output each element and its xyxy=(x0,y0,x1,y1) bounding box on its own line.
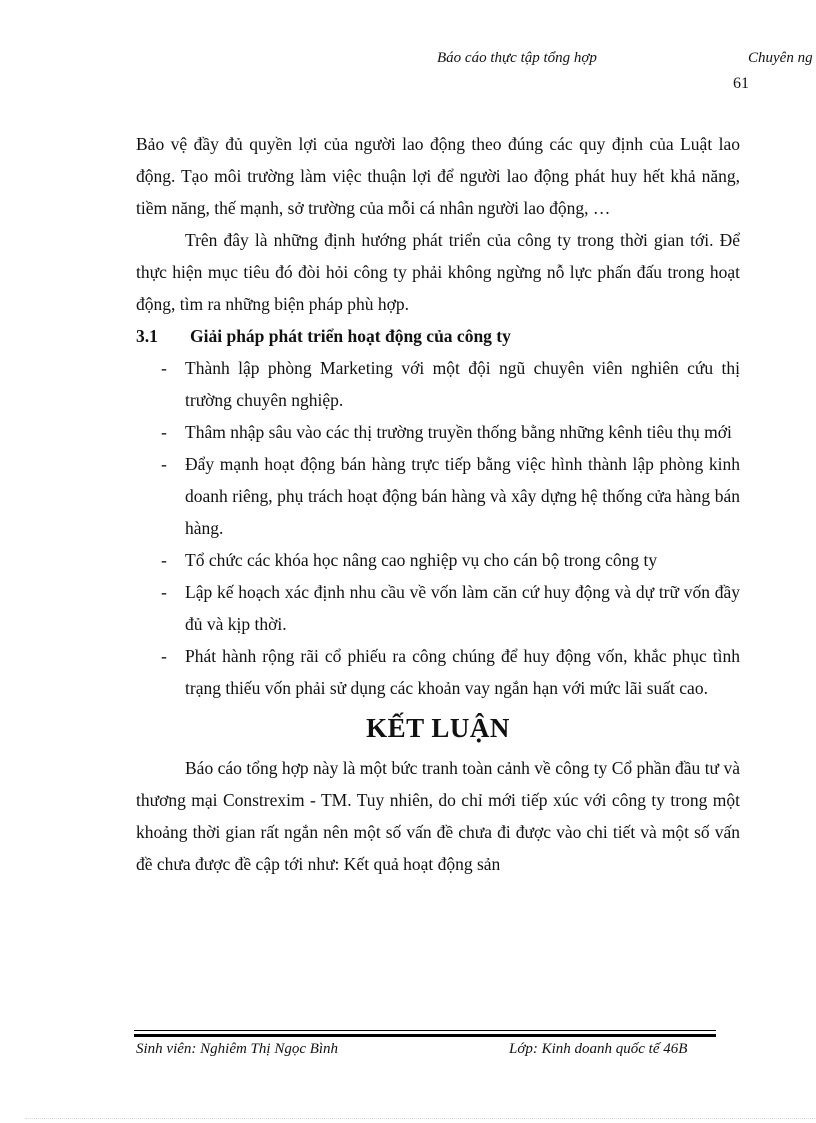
list-item xyxy=(136,640,740,704)
document-body xyxy=(136,128,740,880)
list-item-text: Phát hành rộng rãi cổ phiếu ra công chúng để huy động vốn, khắc phục tình trạng thiếu vốn phải sử dụng các khoản vay ngắn hạn với mức lãi suất cao. xyxy=(185,646,740,698)
list-item-text: Thành lập phòng Marketing với một đội ngũ chuyên viên nghiên cứu thị trường chuyên nghiệp. xyxy=(185,358,740,410)
page-number: 61 xyxy=(733,75,749,92)
list-item xyxy=(136,352,740,416)
list-item-text: Thâm nhập sâu vào các thị trường truyền thống bằng những kênh tiêu thụ mới xyxy=(185,422,732,442)
conclusion-heading: KẾT LUẬN xyxy=(366,713,510,743)
page-bottom-dotted-line xyxy=(25,1118,815,1119)
section-heading xyxy=(136,320,740,352)
list-item-text: Tổ chức các khóa học nâng cao nghiệp vụ cho cán bộ trong công ty xyxy=(185,550,658,570)
bullet-marker: - xyxy=(161,646,167,666)
bullet-marker: - xyxy=(161,550,167,570)
footer-class-name: Lớp: Kinh doanh quốc tế 46B xyxy=(509,1041,688,1057)
bullet-marker: - xyxy=(161,454,167,474)
bullet-marker: - xyxy=(161,358,167,378)
bullet-marker: - xyxy=(161,422,167,442)
list-item xyxy=(136,416,740,448)
list-item xyxy=(136,544,740,576)
list-item-text: Đẩy mạnh hoạt động bán hàng trực tiếp bằng việc hình thành lập phòng kinh doanh riêng, phụ trách hoạt động bán hàng và xây dựng hệ thống cửa hàng bán hàng. xyxy=(185,454,740,538)
header-major-title: Chuyên ng xyxy=(748,50,813,66)
header-report-title: Báo cáo thực tập tổng hợp xyxy=(437,50,597,66)
footer-divider xyxy=(134,1030,716,1037)
list-item-text: Lập kế hoạch xác định nhu cầu về vốn làm căn cứ huy động và dự trữ vốn đầy đủ và kịp thời. xyxy=(185,582,740,634)
bullet-marker: - xyxy=(161,582,167,602)
section-number: 3.1 xyxy=(136,326,158,346)
conclusion-paragraph: Báo cáo tổng hợp này là một bức tranh toàn cảnh về công ty Cổ phần đầu tư và thương mại Constrexim - TM. Tuy nhiên, do chỉ mới tiếp xúc với công ty trong một khoảng thời gian rất ngắn nên một số vấn đề chưa đi được vào chi tiết và một số vấn đề chưa được đề cập tới như: Kết quả hoạt động sản xyxy=(136,758,740,874)
footer-student-name: Sinh viên: Nghiêm Thị Ngọc Bình xyxy=(136,1041,339,1057)
solutions-list xyxy=(136,352,740,704)
section-title: Giải pháp phát triển hoạt động của công ty xyxy=(190,326,511,346)
paragraph-employee-rights: Bảo vệ đầy đủ quyền lợi của người lao động theo đúng các quy định của Luật lao động. Tạo môi trường làm việc thuận lợi để người lao động phát huy hết khả năng, tiềm năng, thế mạnh, sở trường của mỗi cá nhân người lao động, … xyxy=(136,134,740,218)
paragraph-development-orientation: Trên đây là những định hướng phát triển của công ty trong thời gian tới. Để thực hiện mục tiêu đó đòi hỏi công ty phải không ngừng nỗ lực phấn đấu trong hoạt động, tìm ra những biện pháp phù hợp. xyxy=(136,230,740,314)
list-item xyxy=(136,576,740,640)
list-item xyxy=(136,448,740,544)
